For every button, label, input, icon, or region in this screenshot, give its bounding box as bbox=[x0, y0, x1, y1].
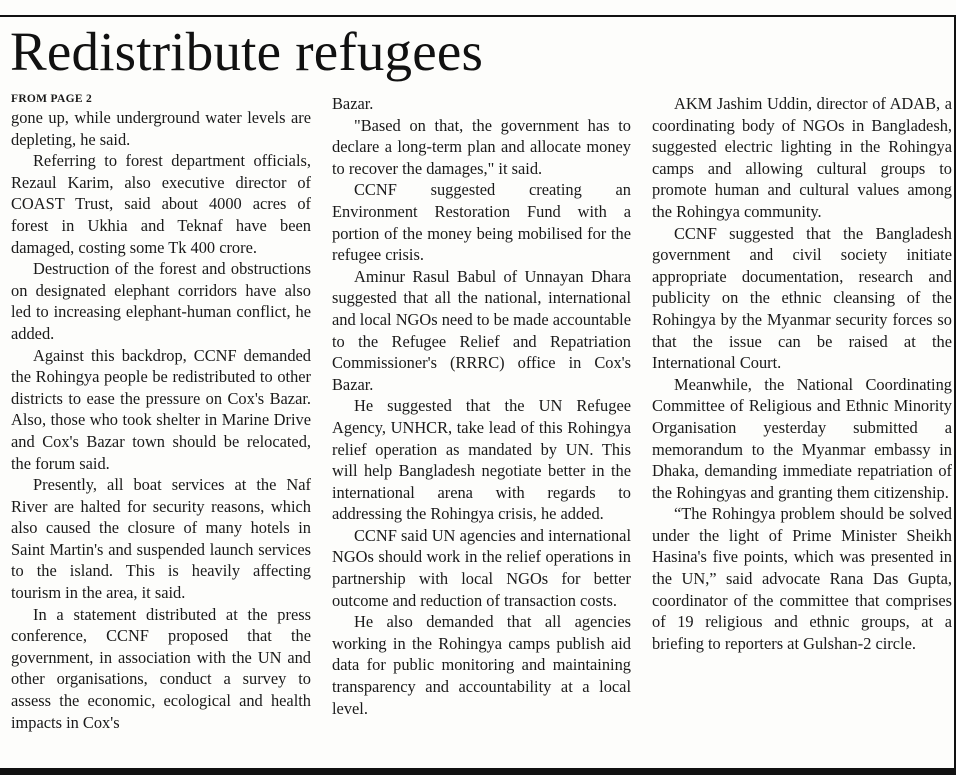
article-paragraph: AKM Jashim Uddin, director of ADAB, a coordinating body of NGOs in Bangladesh, suggested electric lighting in the Rohingya camps and allowing cultural groups to promote human and cultural values among the Rohingya community. bbox=[652, 94, 952, 221]
jump-label: FROM PAGE 2 bbox=[11, 93, 93, 105]
article-paragraph: Aminur Rasul Babul of Unnayan Dhara suggested that all the national, international and local NGOs need to be made accountable to the Refugee Relief and Repatriation Commissioner's (RRRC) office in Cox's Bazar. bbox=[332, 266, 631, 394]
article-paragraph: Destruction of the forest and obstructions on designated elephant corridors have also led to increasing elephant-human conflict, he added. bbox=[11, 259, 311, 343]
article-paragraph: Presently, all boat services at the Naf River are halted for security reasons, which also caused the closure of many hotels in Saint Martin's and suspended launch services to the island. This is heavily affecting tourism in the area, it said. bbox=[11, 475, 311, 603]
article-paragraph: gone up, while underground water levels are depleting, he said. bbox=[11, 108, 311, 149]
article-paragraph: Referring to forest department officials, Rezaul Karim, also executive director of COAST Trust, said about 4000 acres of forest in Ukhia and Teknaf have been damaged, costing some Tk 400 crore. bbox=[11, 151, 311, 257]
article-paragraph: CCNF suggested that the Bangladesh government and civil society initiate appropriate documentation, research and publicity on the ethnic cleansing of the Rohingya by the Myanmar security forces so that the issue can be raised at the International Court. bbox=[652, 223, 952, 373]
article-paragraph: In a statement distributed at the press conference, CCNF proposed that the government, in association with the UN and other organisations, conduct a survey to assess the economic, ecological and health impacts in Cox's bbox=[11, 604, 311, 732]
article-paragraph: "Based on that, the government has to declare a long-term plan and allocate money to recover the damages," it said. bbox=[332, 115, 631, 178]
article-paragraph: He also demanded that all agencies working in the Rohingya camps publish aid data for public monitoring and maintaining transparency and accountability at a local level. bbox=[332, 612, 631, 718]
article-paragraph: CCNF suggested creating an Environment Restoration Fund with a portion of the money being mobilised for the refugee crisis. bbox=[332, 180, 631, 265]
article-paragraph: CCNF said UN agencies and international NGOs should work in the relief operations in partnership with local NGOs for better outcome and reduction of transaction costs. bbox=[332, 525, 631, 610]
article-paragraph: Meanwhile, the National Coordinating Committee of Religious and Ethnic Minority Organisation yesterday submitted a memorandum to the Myanmar embassy in Dhaka, demanding immediate repatriation of the Rohingyas and granting them citizenship. bbox=[652, 374, 952, 502]
headline: Redistribute refugees bbox=[10, 21, 484, 82]
article-paragraph: He suggested that the UN Refugee Agency, UNHCR, take lead of this Rohingya relief operation as mandated by UN. This will help Bangladesh negotiate better in the international arena with regards to addressing the Rohingya crisis, he added. bbox=[332, 396, 631, 524]
article-paragraph: “The Rohingya problem should be solved under the light of Prime Minister Sheikh Hasina's five points, which was presented in the UN,” said advocate Rana Das Gupta, coordinator of the committee that comprises of 19 religious and ethnic groups, at a briefing to reporters at Gulshan-2 circle. bbox=[652, 504, 952, 653]
article-paragraph: Bazar. bbox=[332, 94, 374, 113]
article-column-1 bbox=[11, 93, 311, 766]
top-rule bbox=[0, 15, 956, 17]
bottom-rule bbox=[0, 768, 956, 775]
article-column-2 bbox=[332, 93, 631, 766]
article-paragraph: Against this backdrop, CCNF demanded the Rohingya people be redistributed to other districts to ease the pressure on Cox's Bazar. Also, those who took shelter in Marine Drive and Cox's Bazar town should be relocated, the forum said. bbox=[11, 345, 311, 473]
article-column-3 bbox=[652, 93, 952, 766]
